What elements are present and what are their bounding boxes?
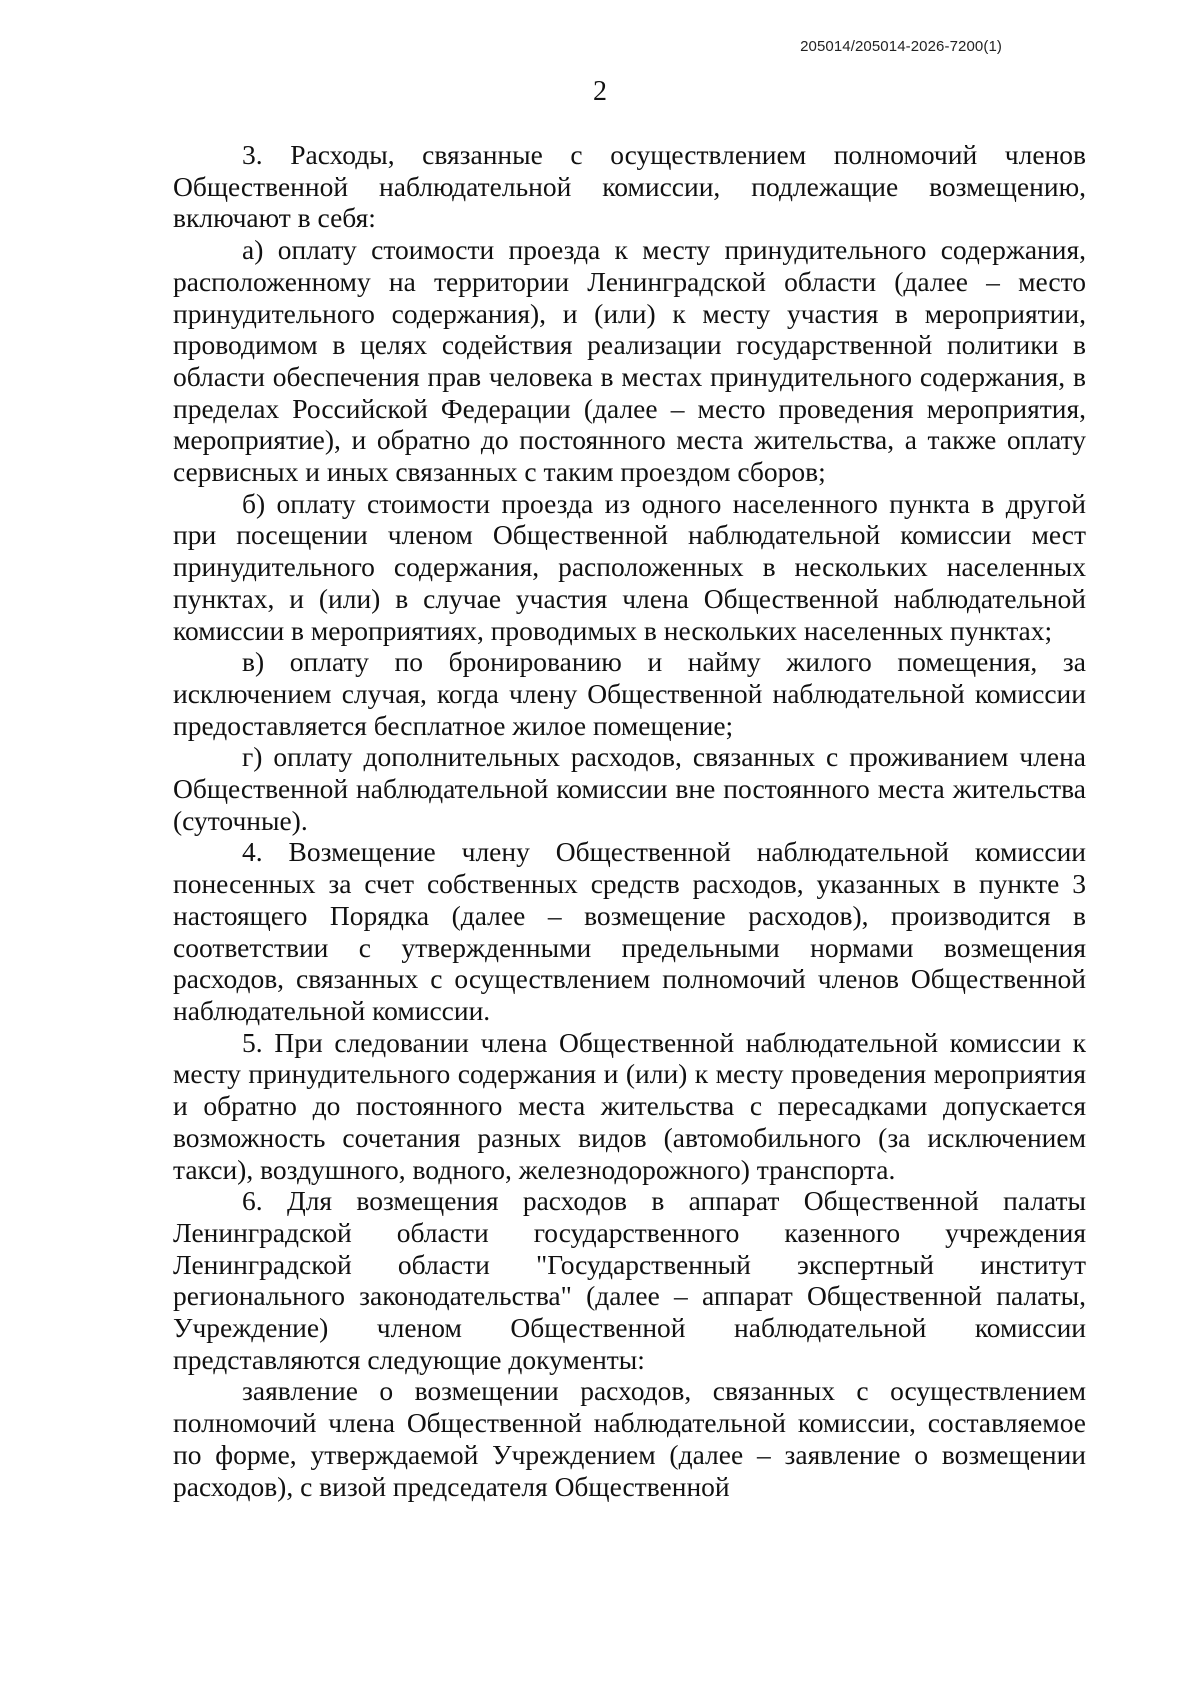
page-number: 2 bbox=[593, 76, 607, 107]
paragraph-3b-intercity-travel: б) оплату стоимости проезда из одного населенного пункта в другой при посещении членом Общественной наблюдательной комиссии мест принудительного содержания, расположенных в нескольких населенных пунктах, и (или) в случае участия члена Общественной наблюдательной комиссии в мероприятиях, проводимых в нескольких населенных пунктах; bbox=[173, 487, 1086, 646]
document-registration-code: 205014/205014-2026-7200(1) bbox=[800, 38, 1002, 55]
paragraph-application: заявление о возмещении расходов, связанных с осуществлением полномочий члена Общественной наблюдательной комиссии, составляемое по форме, утверждаемой Учреждением (далее – заявление о возмещении расходов), с визой председателя Общественной bbox=[173, 1375, 1086, 1502]
document-body bbox=[173, 139, 1086, 1502]
paragraph-3a-travel-cost: а) оплату стоимости проезда к месту принудительного содержания, расположенному на территории Ленинградской области (далее – место принудительного содержания), и (или) к месту участия в мероприятии, проводимом в целях содействия реализации государственной политики в области обеспечения прав человека в местах принудительного содержания, в пределах Российской Федерации (далее – место проведения мероприятия, мероприятие), и обратно до постоянного места жительства, а также оплату сервисных и иных связанных с таким проездом сборов; bbox=[173, 234, 1086, 488]
paragraph-6-documents: 6. Для возмещения расходов в аппарат Общественной палаты Ленинградской области государственного казенного учреждения Ленинградской области "Государственный экспертный институт регионального законодательства" (далее – аппарат Общественной палаты, Учреждение) членом Общественной наблюдательной комиссии представляются следующие документы: bbox=[173, 1185, 1086, 1375]
paragraph-3g-per-diem: г) оплату дополнительных расходов, связанных с проживанием члена Общественной наблюдательной комиссии вне постоянного места жительства (суточные). bbox=[173, 741, 1086, 836]
paragraph-3-expenses: 3. Расходы, связанные с осуществлением полномочий членов Общественной наблюдательной комиссии, подлежащие возмещению, включают в себя: bbox=[173, 139, 1086, 234]
paragraph-3v-housing: в) оплату по бронированию и найму жилого помещения, за исключением случая, когда члену Общественной наблюдательной комиссии предоставляется бесплатное жилое помещение; bbox=[173, 646, 1086, 741]
paragraph-5-transfers: 5. При следовании члена Общественной наблюдательной комиссии к месту принудительного содержания и (или) к месту проведения мероприятия и обратно до постоянного места жительства с пересадками допускается возможность сочетания разных видов (автомобильного (за исключением такси), воздушного, водного, железнодорожного) транспорта. bbox=[173, 1026, 1086, 1185]
paragraph-4-reimbursement: 4. Возмещение члену Общественной наблюдательной комиссии понесенных за счет собственных средств расходов, указанных в пункте 3 настоящего Порядка (далее – возмещение расходов), производится в соответствии с утвержденными предельными нормами возмещения расходов, связанных с осуществлением полномочий членов Общественной наблюдательной комиссии. bbox=[173, 836, 1086, 1026]
